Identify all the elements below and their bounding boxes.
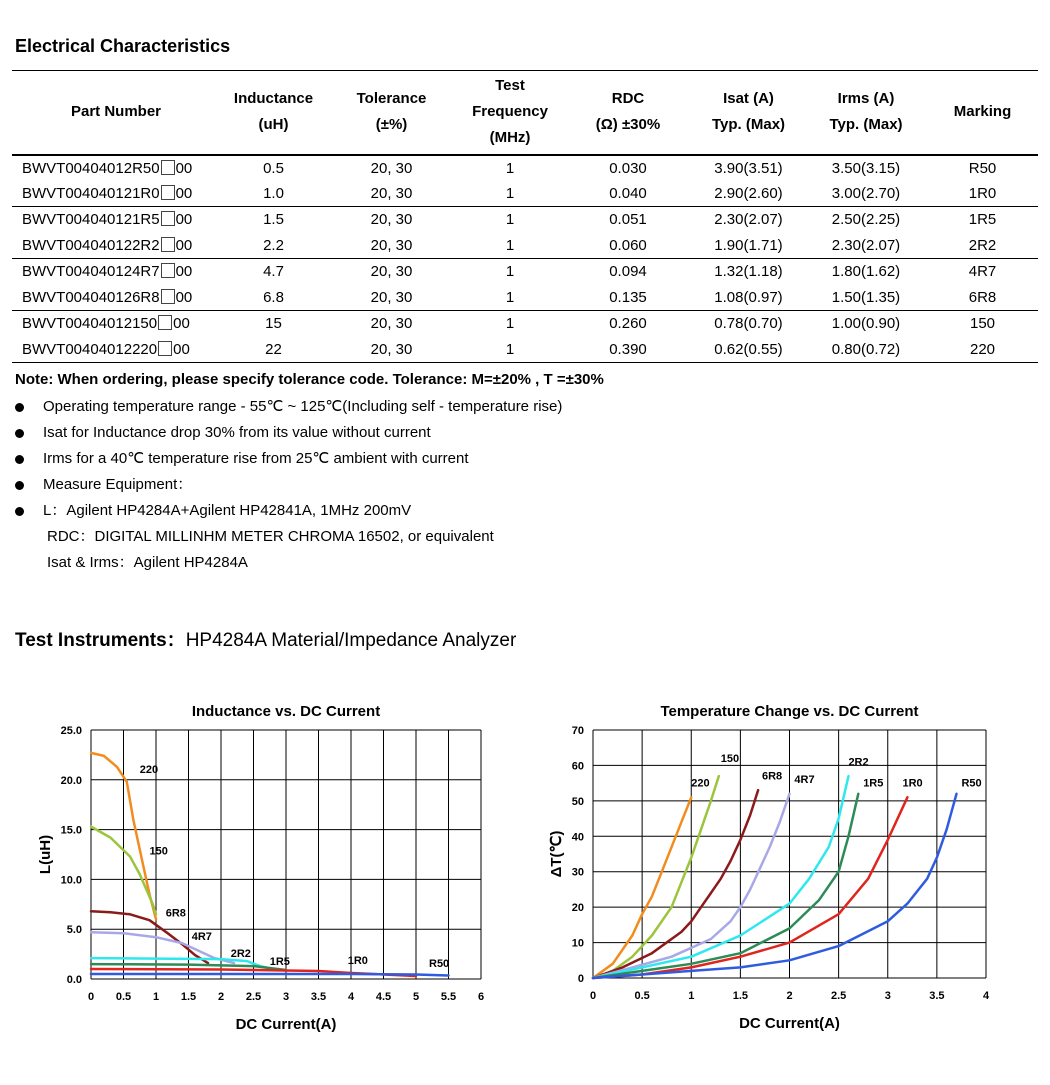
x-tick-label: 5 [412,991,420,1003]
cell-ind: 0.5 [263,159,284,177]
series-label-1R0: 1R0 [347,955,368,968]
series-line-R50 [593,794,957,978]
y-tick-label: 60 [571,760,584,773]
header-inductance: Inductance (uH) [233,90,314,134]
chart-title: Inductance vs. DC Current [191,703,381,720]
cell-ind: 6.8 [263,288,284,306]
cell-ind: 4.7 [263,263,284,281]
cell-mark: 2R2 [968,236,997,254]
x-tick-label: 1 [152,991,160,1003]
x-tick-label: 4.5 [375,991,392,1003]
cell-irms: 3.00(2.70) [831,184,901,202]
cell-tol: 20, 30 [370,211,413,229]
cell-isat: 2.90(2.60) [714,184,783,202]
cell-tol: 20, 30 [370,184,413,202]
cell-rdc: 0.094 [609,263,647,281]
x-tick-label: 2 [786,990,793,1002]
header-isat: Isat (A) Typ. (Max) [711,90,786,134]
tolerance-code-box [158,315,172,330]
cell-rdc: 0.030 [609,159,647,177]
table-header-row [12,71,1038,155]
cell-freq: 1 [505,211,515,229]
tolerance-code-box [161,211,175,226]
section-title: Electrical Characteristics [15,36,231,56]
series-label-150: 150 [149,845,168,858]
x-tick-label: 0 [87,991,95,1003]
series-label-150: 150 [720,752,740,765]
cell-isat: 2.30(2.07) [714,211,783,229]
cell-isat: 1.32(1.18) [714,263,783,281]
cell-tol: 20, 30 [370,315,413,333]
cell-tol: 20, 30 [370,263,413,281]
cell-irms: 1.80(1.62) [831,263,901,281]
series-label-220: 220 [691,777,710,790]
x-tick-label: 0.5 [115,991,132,1003]
y-tick-label: 20 [571,902,584,915]
header-tolerance: Tolerance (±%) [356,90,427,134]
cell-mark: 1R0 [968,184,997,202]
y-tick-label: 0.0 [66,974,82,986]
y-tick-label: 50 [571,795,584,808]
x-tick-label: 2 [217,991,225,1003]
series-line-6R8 [593,790,758,978]
part-number-cell: BWVT00404012220 00 [22,340,190,358]
cell-isat: 1.90(1.71) [714,236,783,254]
cell-tol: 20, 30 [370,236,413,254]
inductance-vs-current-chart [0,690,525,1040]
test-instruments-line [15,625,516,652]
part-number-cell: BWVT004040126R8 00 [22,288,193,306]
cell-freq: 1 [505,288,515,306]
series-label-220: 220 [139,763,159,776]
cell-ind: 1.5 [263,211,284,229]
cell-freq: 1 [505,184,515,202]
cell-irms: 1.50(1.35) [831,288,901,306]
test-instruments-value: HP4284A Material/Impedance Analyzer [185,630,517,651]
series-label-1R5: 1R5 [863,777,884,790]
test-instruments-label: Test Instruments： [15,630,186,651]
tolerance-code-box [161,289,175,304]
x-tick-label: 1.5 [180,991,197,1003]
tolerance-code-box [158,341,172,356]
y-tick-label: 15.0 [60,824,82,837]
cell-freq: 1 [505,236,515,254]
header-marking: Marking [953,103,1012,121]
cell-isat: 0.62(0.55) [714,340,783,358]
cell-tol: 20, 30 [370,159,413,177]
cell-mark: 6R8 [968,288,997,306]
cell-tol: 20, 30 [370,340,413,358]
chart-title: Temperature Change vs. DC Current [660,703,919,720]
x-tick-label: 5.5 [440,991,457,1003]
header-irms: Irms (A) Typ. (Max) [829,90,903,134]
y-tick-label: 5.0 [66,924,82,937]
table-row [12,259,1038,285]
x-tick-label: 1 [688,990,695,1002]
cell-irms: 2.30(2.07) [831,236,901,254]
table-row [12,155,1038,181]
table-body [12,155,1038,363]
ordering-note: Note: When ordering, please specify tolerance code. Tolerance: M=±20% , T =±30% [15,371,604,388]
cell-rdc: 0.040 [609,184,647,202]
bullet-icon [15,481,24,490]
electrical-characteristics-table [12,70,1038,363]
series-label-2R2: 2R2 [848,756,869,769]
bullet-icon [15,403,24,412]
x-axis-title: DC Current(A) [235,1016,337,1033]
cell-freq: 1 [505,315,515,333]
cell-irms: 3.50(3.15) [831,159,901,177]
cell-ind: 2.2 [263,236,284,254]
cell-irms: 1.00(0.90) [831,315,901,333]
tolerance-code-box [161,185,175,200]
tolerance-code-box [161,160,175,175]
cell-irms: 2.50(2.25) [831,211,901,229]
cell-mark: 4R7 [968,263,997,281]
series-label-2R2: 2R2 [230,948,251,961]
tolerance-code-box [161,237,175,252]
x-tick-label: 3.5 [929,990,945,1002]
y-tick-label: 0 [577,973,584,985]
list-item: Measure Equipment： [15,472,562,498]
cell-freq: 1 [505,340,515,358]
x-tick-label: 3.5 [310,991,327,1003]
cell-mark: 150 [969,315,996,333]
series-line-R50 [91,974,449,976]
series-label-6R8: 6R8 [165,907,186,920]
series-label-1R0: 1R0 [902,777,923,790]
series-label-4R7: 4R7 [794,774,815,787]
table-row [12,233,1038,259]
temperature-vs-current-chart [525,690,1050,1040]
bullet-icon [15,455,24,464]
y-tick-label: 30 [571,866,584,879]
x-axis-title: DC Current(A) [739,1015,840,1032]
series-label-R50: R50 [961,777,982,790]
table-row [12,311,1038,337]
cell-isat: 1.08(0.97) [714,288,783,306]
part-number-cell: BWVT004040121R0 00 [22,184,193,202]
isat-irms-equipment-note: Isat & Irms：Agilent HP4284A [47,554,248,571]
cell-freq: 1 [505,159,515,177]
cell-mark: 1R5 [968,211,997,229]
table-row [12,181,1038,207]
cell-rdc: 0.135 [609,288,647,306]
bullet-icon [15,429,24,438]
cell-isat: 0.78(0.70) [714,315,783,333]
tolerance-code-box [161,263,175,278]
list-item: Isat for Inductance drop 30% from its value without current [15,420,562,446]
y-axis-title: L(uH) [37,834,54,875]
cell-ind: 15 [265,315,282,333]
cell-rdc: 0.260 [609,315,647,333]
cell-mark: R50 [968,159,997,177]
series-label-1R5: 1R5 [269,956,290,969]
list-item: Irms for a 40℃ temperature rise from 25℃ ambient with current [15,446,562,472]
part-number-cell: BWVT004040121R5 00 [22,211,193,229]
cell-isat: 3.90(3.51) [714,159,783,177]
list-item: L：Agilent HP4284A+Agilent HP42841A, 1MHz 200mV [15,498,562,524]
series-label-R50: R50 [429,958,450,971]
series-label-4R7: 4R7 [191,931,212,944]
cell-mark: 220 [969,340,996,358]
cell-tol: 20, 30 [370,288,413,306]
y-tick-label: 25.0 [60,725,82,737]
list-item: Operating temperature range - 55℃ ~ 125℃(Including self - temperature rise) [15,394,562,420]
header-test-frequency: Test Frequency (MHz) [472,77,548,147]
header-part-number: Part Number [70,103,162,121]
y-tick-label: 40 [571,831,584,844]
x-tick-label: 4 [982,990,990,1002]
series-label-6R8: 6R8 [761,770,783,783]
x-tick-label: 6 [477,991,485,1003]
table-row [12,285,1038,311]
y-tick-label: 10.0 [60,874,82,887]
x-tick-label: 3 [884,990,891,1002]
y-tick-label: 70 [571,725,584,737]
x-tick-label: 0.5 [634,990,650,1002]
series-line-1R5 [593,794,858,978]
cell-rdc: 0.390 [609,340,647,358]
y-tick-label: 20.0 [60,774,82,787]
x-tick-label: 2.5 [245,991,262,1003]
cell-freq: 1 [505,263,515,281]
cell-irms: 0.80(0.72) [831,340,901,358]
x-tick-label: 0 [589,990,597,1002]
y-axis-title: ΔT(℃) [548,830,565,878]
table-row [12,337,1038,363]
x-tick-label: 2.5 [830,990,847,1002]
cell-rdc: 0.051 [609,211,647,229]
table-row [12,207,1038,233]
part-number-cell: BWVT004040122R2 00 [22,236,193,254]
spec-bullet-list [15,394,562,524]
x-tick-label: 3 [282,991,290,1003]
x-tick-label: 4 [347,991,355,1003]
header-rdc: RDC (Ω) ±30% [595,90,661,134]
part-number-cell: BWVT00404012R50 00 [22,159,193,177]
bullet-icon [15,507,24,516]
cell-ind: 22 [265,340,282,358]
part-number-cell: BWVT004040124R7 00 [22,263,193,281]
cell-rdc: 0.060 [609,236,647,254]
rdc-equipment-note: RDC：DIGITAL MILLINHM METER CHROMA 16502, or equivalent [47,528,494,545]
x-tick-label: 1.5 [732,990,749,1002]
y-tick-label: 10 [571,937,584,950]
series-line-150 [593,776,719,978]
cell-ind: 1.0 [263,184,284,202]
part-number-cell: BWVT00404012150 00 [22,315,190,333]
